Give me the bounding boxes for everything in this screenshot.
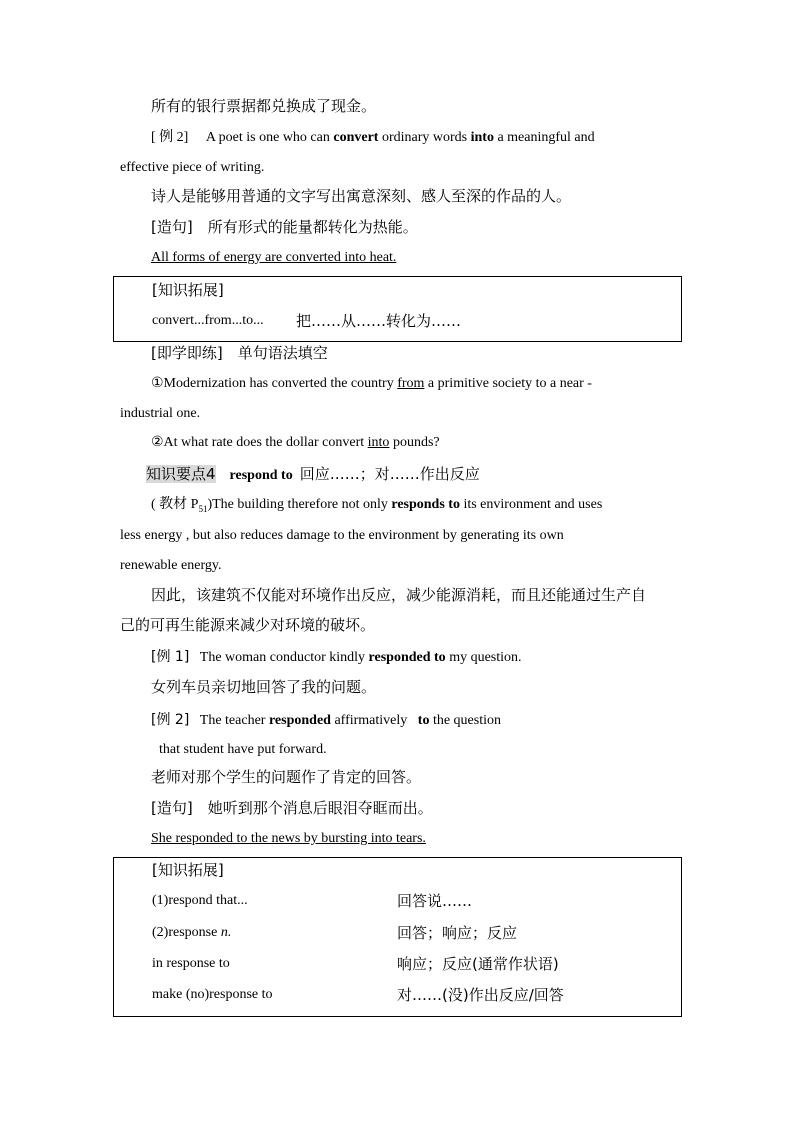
knowledge-point-tag: 知识要点4 [146,465,216,483]
text: A poet is one who can [205,130,334,145]
part-of-speech: n. [220,925,232,940]
bold-term: into [470,130,494,145]
bold-term: to [417,713,430,728]
box-title: [知识拓展] [152,281,224,299]
text: The woman conductor kindly [199,650,369,665]
answer-blank: into [367,435,390,450]
bold-term: responded [268,713,331,728]
key-phrase-meaning: 回应……；对……作出反应 [299,465,480,483]
translation-line: 所有的银行票据都兑换成了现金。 [151,97,377,115]
text: a primitive society to a near - [424,376,592,391]
sentence-making-prompt: [造句] 她听到那个消息后眼泪夺眶而出。 [151,799,433,817]
example-2-line [151,710,501,731]
box-phrase: (1)respond that... [152,893,248,908]
example-2-cont: effective piece of writing. [120,160,265,175]
box-meaning: 回答；响应；反应 [397,924,518,942]
textbook-example-cont: renewable energy. [120,558,222,573]
example-tag: [ 例 2] [151,130,189,145]
box-meaning: 对……(没)作出反应/回答 [397,986,564,1004]
example-2-line [151,128,673,148]
text: a meaningful and [493,130,595,145]
text: )The building therefore not only [207,497,392,512]
box-phrase: in response to [152,956,230,971]
translation-line: 己的可再生能源来减少对环境的破坏。 [120,616,376,634]
box-phrase [152,923,231,943]
example-tag: [例 2] [151,712,190,728]
example-1-line [151,647,522,668]
text: my question. [445,650,522,665]
text: (2)response [152,925,221,940]
page-ref: 51 [198,503,208,514]
practice-q2 [151,433,440,453]
sentence-making-answer: All forms of energy are converted into heat. [151,250,397,265]
box-meaning: 回答说…… [397,892,473,910]
knowledge-box-1 [113,276,682,342]
translation-line: 老师对那个学生的问题作了肯定的回答。 [151,768,422,786]
answer-blank: from [397,376,425,391]
bold-term: convert [333,130,379,145]
text: ordinary words [378,130,471,145]
text: The teacher [199,713,269,728]
text: ( 教材 P [151,497,199,512]
example-2-cont: that student have put forward. [159,742,327,757]
translation-line: 诗人是能够用普通的文字写出寓意深刻、感人至深的作品的人。 [151,187,572,205]
knowledge-box-2 [113,857,682,1017]
text: ①Modernization has converted the country [151,376,398,391]
box-title: [知识拓展] [152,861,224,879]
bold-term: responded to [368,650,446,665]
practice-heading: [即学即练] 单句语法填空 [151,344,328,362]
practice-q1 [151,374,673,394]
example-tag: [例 1] [151,649,190,665]
text: the question [429,713,501,728]
box-meaning: 把……从……转化为…… [296,312,462,330]
practice-q1-cont: industrial one. [120,406,201,421]
sentence-making-prompt: [造句] 所有形式的能量都转化为热能。 [151,218,418,236]
sentence-making-answer: She responded to the news by bursting into tears. [151,831,426,846]
text: affirmatively [330,713,411,728]
box-phrase: convert...from...to... [152,313,264,328]
box-meaning: 响应；反应(通常作状语) [397,955,559,973]
knowledge-point-4-heading [146,464,480,486]
textbook-example [151,495,673,519]
translation-line: 女列车员亲切地回答了我的问题。 [151,678,377,696]
bold-term: responds to [391,497,460,512]
translation-line: 因此，该建筑不仅能对环境作出反应，减少能源消耗，而且还能通过生产自 [151,586,647,604]
textbook-example-cont: less energy , but also reduces damage to the environment by generating its own [120,528,564,543]
text: its environment and uses [459,497,603,512]
key-phrase: respond to [229,468,293,483]
text: pounds? [389,435,440,450]
text: ②At what rate does the dollar convert [151,435,368,450]
box-phrase: make (no)response to [152,987,273,1002]
